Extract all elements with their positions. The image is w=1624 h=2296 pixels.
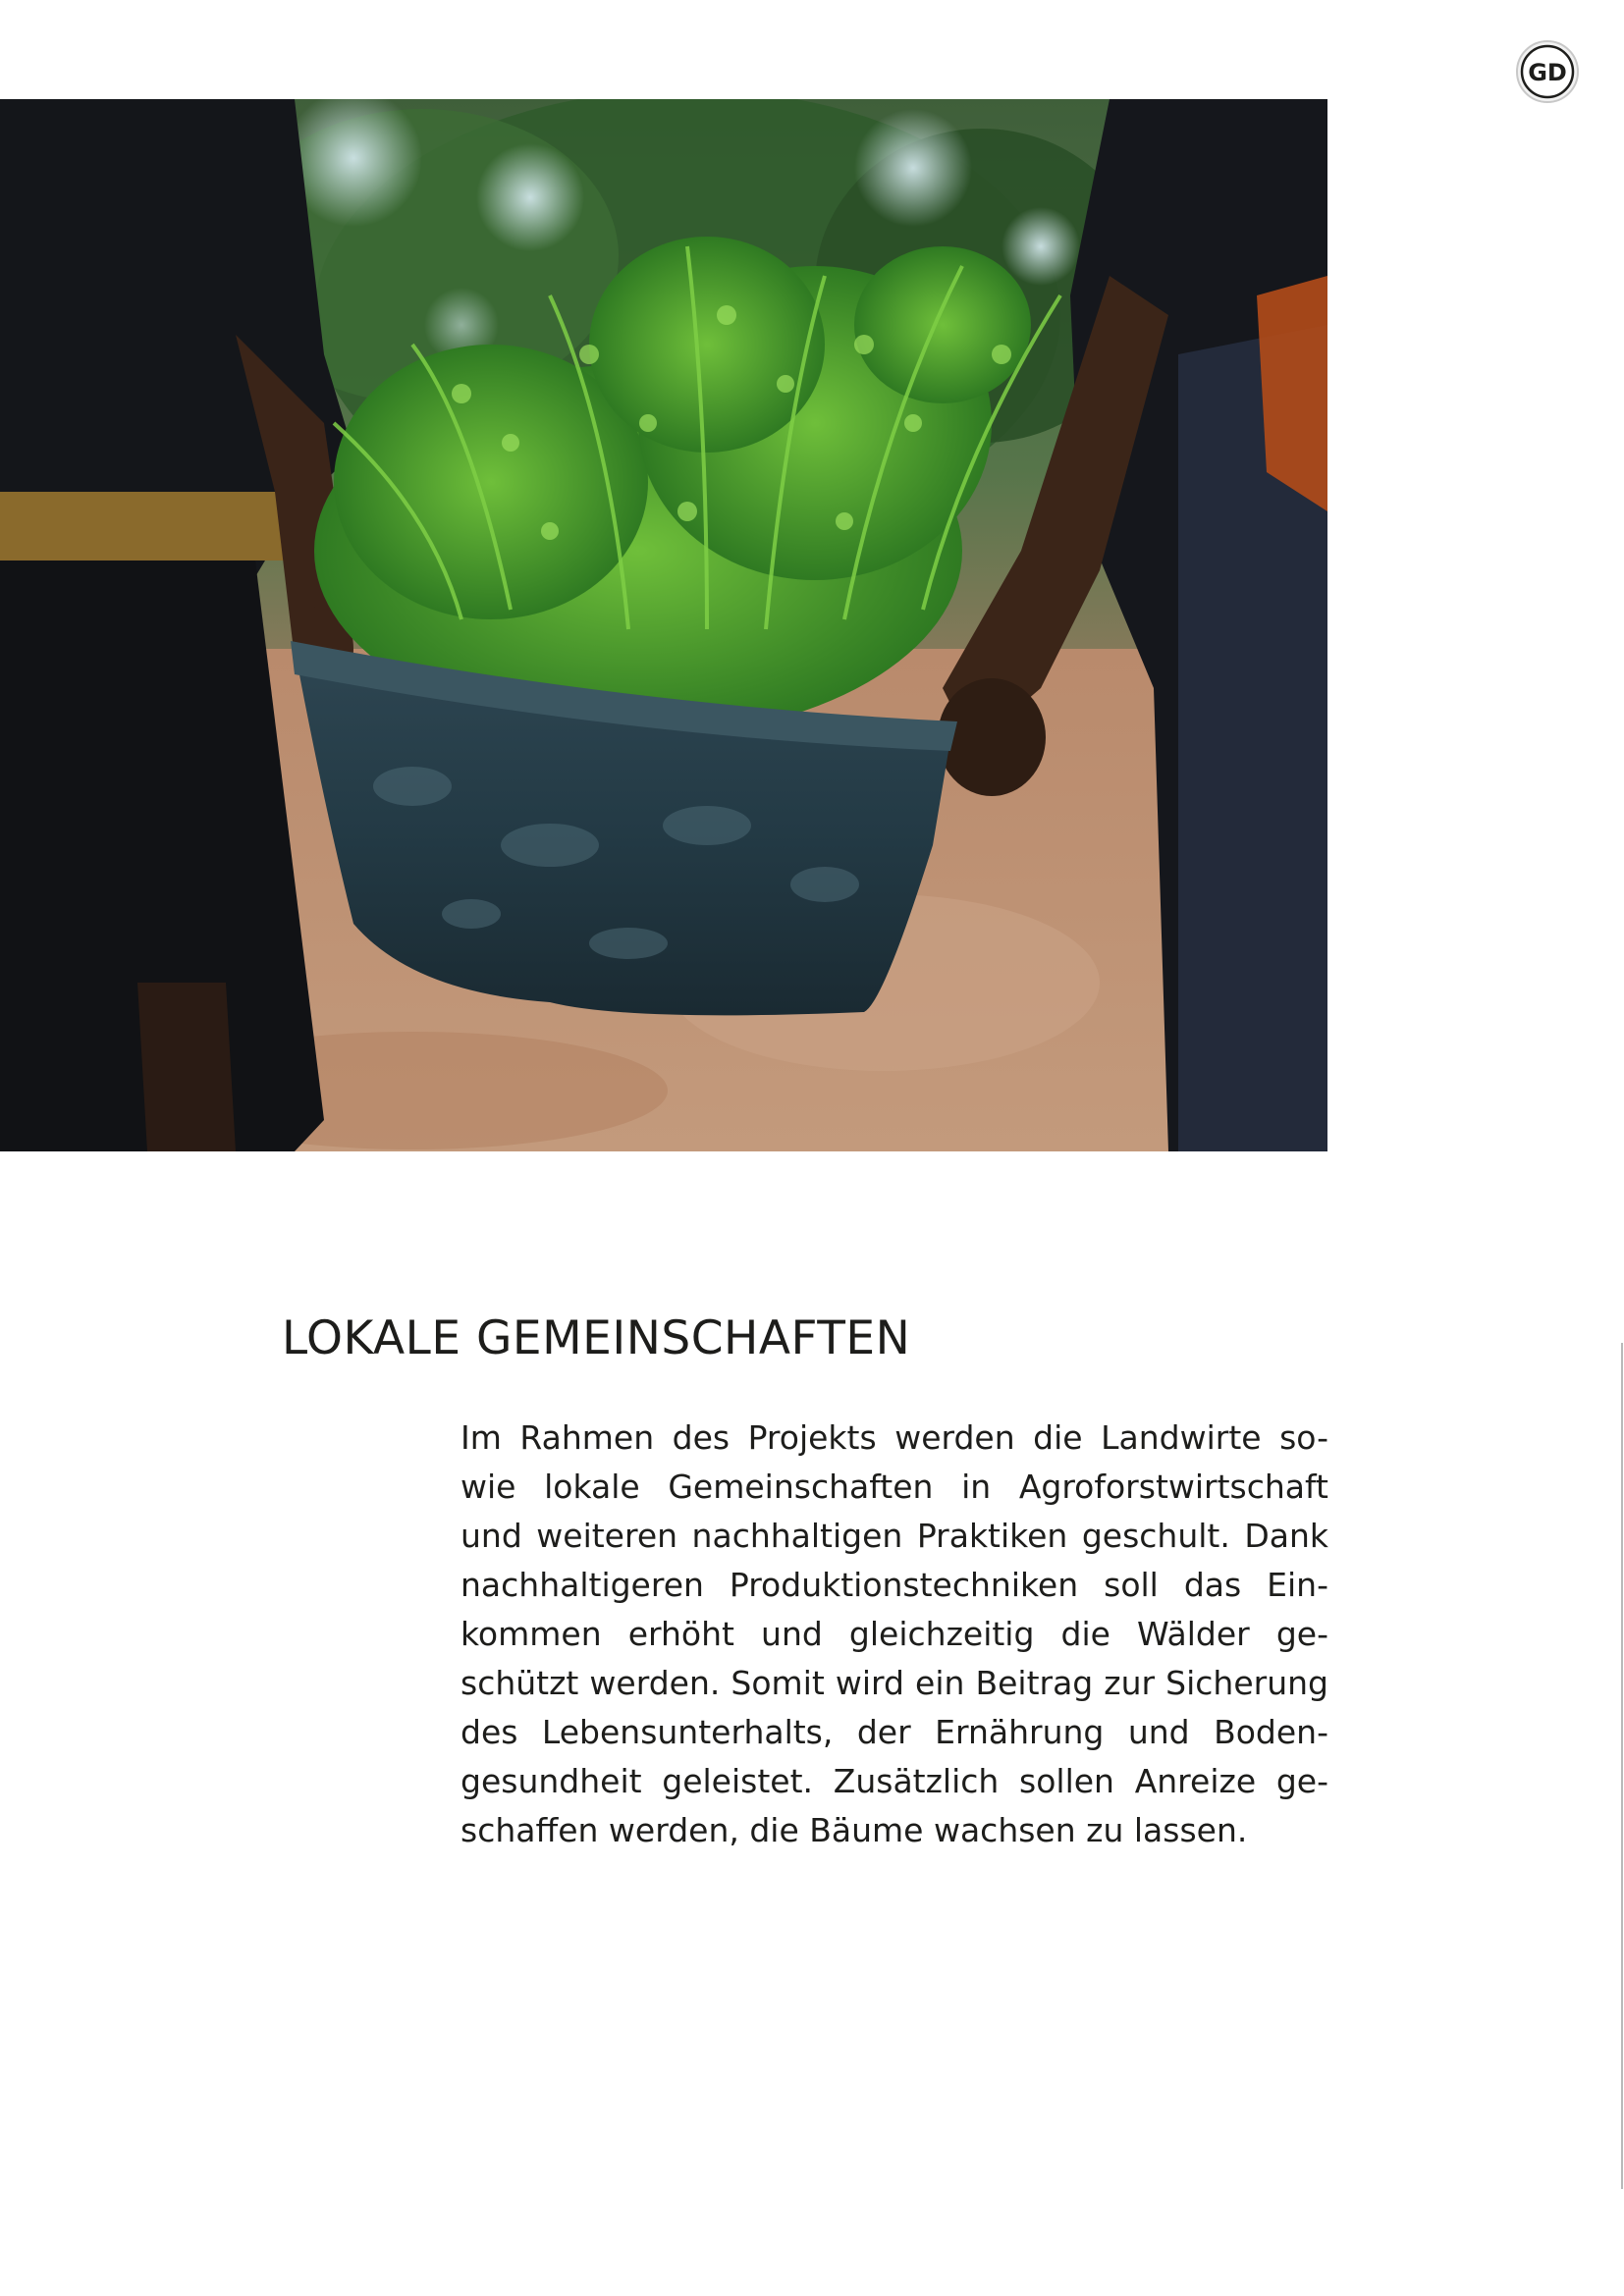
section-body-paragraph <box>460 1414 1328 1855</box>
body-line: gesundheit geleistet. Zusätzlich sollen Anreize ge- <box>460 1762 1328 1800</box>
hero-photo <box>0 99 1327 1151</box>
body-line: nachhaltigeren Produktionstechniken soll das Ein- <box>460 1566 1328 1604</box>
body-line: wie lokale Gemeinschaften in Agroforstwirtschaft <box>460 1468 1328 1506</box>
body-line: kommen erhöht und gleichzeitig die Wälder ge- <box>460 1615 1328 1653</box>
page-edge-rule <box>1621 1343 1623 2189</box>
body-line: schützt werden. Somit wird ein Beitrag zur Sicherung <box>460 1664 1328 1702</box>
body-line: und weiteren nachhaltigen Praktiken geschult. Dank <box>460 1517 1328 1555</box>
body-line: Im Rahmen des Projekts werden die Landwirte so- <box>460 1418 1328 1457</box>
svg-text:GD: GD <box>1528 59 1567 86</box>
publisher-logo <box>1515 39 1580 104</box>
body-line: schaffen werden, die Bäume wachsen zu lassen. <box>460 1811 1248 1849</box>
body-line: des Lebensunterhalts, der Ernährung und Boden- <box>460 1713 1328 1751</box>
section-heading: LOKALE GEMEINSCHAFTEN <box>282 1311 911 1365</box>
